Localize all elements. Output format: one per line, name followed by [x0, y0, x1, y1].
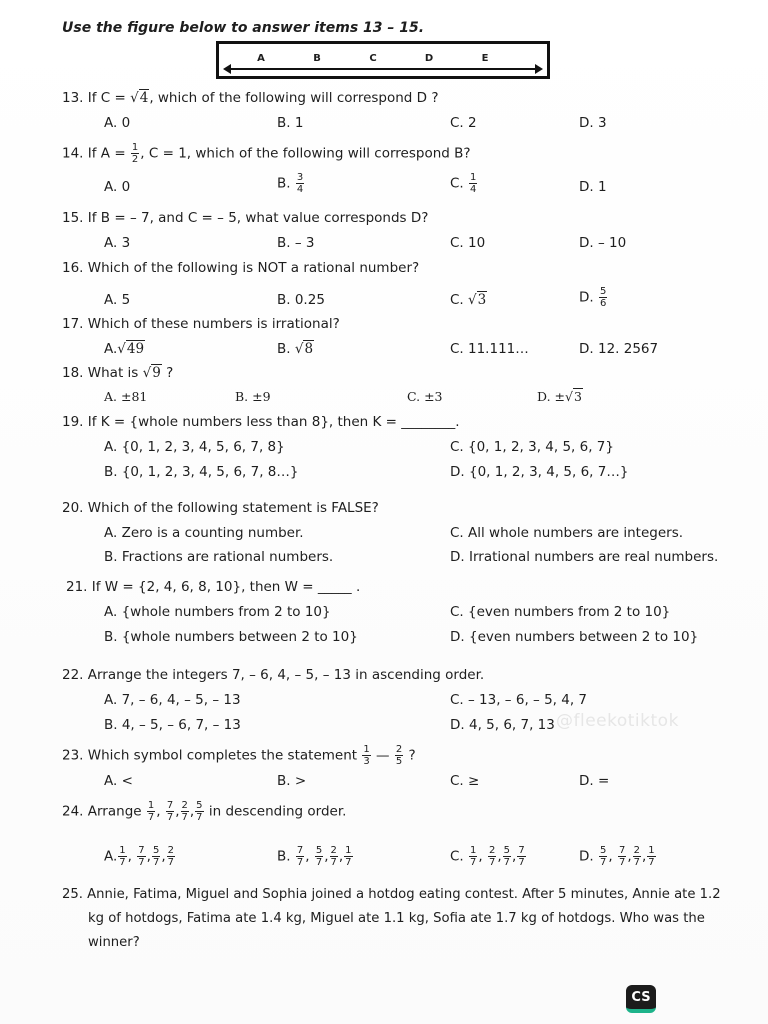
q23-d2: 5 — [395, 756, 403, 767]
q23-option-a[interactable]: A. < — [104, 773, 133, 789]
frac-den: 7 — [147, 812, 155, 823]
frac-den: 7 — [470, 857, 477, 868]
frac-num: 5 — [196, 800, 203, 811]
q23-stem-a: 23. Which symbol completes the statement — [62, 747, 362, 764]
option-frac — [167, 845, 175, 868]
q15-option-c[interactable]: C. 10 — [450, 235, 486, 251]
q24-option-b[interactable]: B. $\frac{7}{7}$ , $\frac{5}{7}$ , $\frac{2}{7}$ , $\frac{1}{7}$ — [277, 845, 352, 868]
q15-option-a[interactable]: A. 3 — [104, 235, 131, 251]
q15-option-b[interactable]: B. – 3 — [277, 235, 315, 251]
frac-den: 7 — [296, 857, 304, 868]
option-frac — [503, 845, 511, 868]
q14-b-num: 3 — [296, 172, 304, 183]
frac-den: 7 — [330, 857, 337, 868]
q14-option-d[interactable]: D. 1 — [579, 179, 607, 195]
frac-num: 5 — [503, 845, 511, 856]
option-frac — [488, 845, 496, 868]
left-arrow-icon — [223, 64, 231, 74]
question-14-stem — [62, 142, 471, 165]
q16-d-num: 5 — [599, 286, 607, 297]
question-20-stem: 20. Which of the following statement is FALSE? — [62, 500, 379, 516]
number-line-label-d: D — [424, 53, 434, 64]
q18-stem-a: 18. What is — [62, 365, 143, 381]
frac-den: 7 — [503, 857, 511, 868]
number-line-label-a: A — [257, 53, 265, 64]
q15-option-d[interactable]: D. – 10 — [579, 235, 627, 251]
q14-option-b[interactable] — [277, 172, 305, 195]
q16-option-c[interactable] — [450, 291, 487, 309]
question-16-stem: 16. Which of the following is NOT a rational number? — [62, 260, 420, 276]
q23-fraction-2 — [395, 744, 403, 767]
q19-option-a[interactable]: A. {0, 1, 2, 3, 4, 5, 6, 7, 8} — [104, 439, 285, 455]
question-18-stem — [62, 364, 173, 382]
option-frac — [152, 845, 160, 868]
sqrt-icon: √3 — [565, 389, 582, 404]
question-13-stem — [62, 89, 439, 107]
frac-num: 1 — [648, 845, 655, 856]
q23-option-d[interactable]: D. = — [579, 773, 610, 789]
option-frac — [647, 845, 655, 868]
q22-option-b[interactable]: B. 4, – 5, – 6, 7, – 13 — [104, 717, 241, 733]
frac-num: 1 — [147, 800, 155, 811]
q13-option-b[interactable]: B. 1 — [277, 115, 304, 131]
q16-d-den: 6 — [599, 298, 607, 309]
q16-option-d[interactable] — [579, 286, 608, 309]
question-17-stem: 17. Which of these numbers is irrational? — [62, 316, 340, 332]
frac-num: 7 — [296, 845, 304, 856]
q20-option-c[interactable]: C. All whole numbers are integers. — [450, 525, 684, 541]
q24-option-a[interactable]: A. $\frac{1}{7}$ , $\frac{7}{7}$ , $\frac{5}{7}$ , $\frac{2}{7}$ — [104, 845, 174, 868]
sqrt-icon: √9 — [142, 365, 161, 381]
option-frac — [618, 845, 626, 868]
q18-stem-b: ? — [161, 365, 174, 381]
q18-option-b[interactable]: B. ±9 — [235, 389, 271, 404]
frac-den: 7 — [119, 857, 126, 868]
frac-den: 7 — [152, 857, 160, 868]
q24-option-c[interactable]: C. $\frac{1}{7}$ , $\frac{2}{7}$ , $\frac{5}{7}$ , $\frac{7}{7}$ — [450, 845, 525, 868]
frac-den: 7 — [138, 857, 145, 868]
q20-option-b[interactable]: B. Fractions are rational numbers. — [104, 549, 334, 565]
right-arrow-icon — [535, 64, 543, 74]
question-25-line-2: kg of hotdogs, Fatima ate 1.4 kg, Miguel ate 1.1 kg, Sofia ate 1.7 kg of hotdogs. Who was the — [88, 911, 705, 926]
frac-den: 7 — [518, 857, 525, 868]
frac-den: 7 — [599, 857, 607, 868]
q14-c-den: 4 — [470, 184, 477, 195]
q24-c-prefix: C. — [450, 848, 464, 865]
q24-stem-a: 24. Arrange — [62, 803, 146, 820]
frac-den: 7 — [648, 857, 655, 868]
q13-option-c[interactable]: C. 2 — [450, 115, 477, 131]
q24-stem-b: in descending order. — [208, 803, 347, 820]
frac-num: 2 — [633, 845, 640, 856]
frac-num: 2 — [330, 845, 337, 856]
q24-option-d[interactable]: D. $\frac{5}{7}$ , $\frac{7}{7}$ , $\frac{2}{7}$ , $\frac{1}{7}$ — [579, 845, 655, 868]
q13-radicand: 4 — [139, 90, 149, 106]
q13-stem-a: 13. If C = — [62, 90, 131, 106]
frac-den: 7 — [618, 857, 626, 868]
q17-b-prefix: B. — [277, 341, 295, 357]
q23-d1: 3 — [363, 756, 370, 767]
q21-option-a[interactable]: A. {whole numbers from 2 to 10} — [104, 604, 331, 620]
q19-option-b[interactable]: B. {0, 1, 2, 3, 4, 5, 6, 7, 8…} — [104, 464, 299, 480]
option-frac — [469, 845, 477, 868]
q16-c-radicand: 3 — [477, 292, 487, 308]
q14-option-c[interactable] — [450, 172, 478, 195]
q18-option-d[interactable] — [537, 388, 583, 406]
frac-num: 2 — [181, 800, 188, 811]
frac-den: 7 — [166, 812, 174, 823]
q21-option-d[interactable]: D. {even numbers between 2 to 10} — [450, 629, 699, 645]
frac-num: 1 — [345, 845, 352, 856]
option-frac — [517, 845, 525, 868]
q17-b-radicand: 8 — [304, 341, 314, 357]
q21-option-b[interactable]: B. {whole numbers between 2 to 10} — [104, 629, 358, 645]
number-line-axis — [227, 68, 539, 70]
q24-stem-frac — [166, 800, 174, 823]
q14-frac-num: 1 — [131, 142, 139, 153]
q16-option-b[interactable]: B. 0.25 — [277, 292, 325, 308]
option-frac — [633, 845, 641, 868]
frac-den: 7 — [181, 812, 188, 823]
option-frac — [344, 845, 352, 868]
number-line-label-b: B — [313, 53, 321, 64]
option-frac — [315, 845, 323, 868]
option-frac — [296, 845, 304, 868]
frac-num: 7 — [618, 845, 626, 856]
sqrt-icon: √3 — [468, 292, 487, 308]
frac-den: 7 — [315, 857, 323, 868]
q18-radicand: 9 — [152, 365, 161, 381]
watermark: @fleekotiktok — [556, 711, 679, 731]
q14-frac-den: 2 — [131, 154, 139, 165]
frac-num: 5 — [315, 845, 323, 856]
q16-c-prefix: C. — [450, 292, 469, 308]
q23-fraction-1 — [362, 744, 370, 767]
frac-num: 1 — [119, 845, 126, 856]
q23-n1: 1 — [363, 744, 370, 755]
q14-stem-b: , C = 1, which of the following will correspond B? — [140, 145, 471, 162]
option-frac — [599, 845, 607, 868]
number-line-figure — [216, 41, 550, 79]
q17-a-prefix: A. — [104, 341, 118, 357]
q17-option-c[interactable]: C. 11.111… — [450, 341, 529, 357]
question-24-stem: 24. Arrange $\frac{1}{7}$ , $\frac{7}{7}$ , $\frac{2}{7}$ , $\frac{5}{7}$ in descending order. — [62, 800, 347, 823]
q14-fraction — [131, 142, 139, 165]
q20-option-a[interactable]: A. Zero is a counting number. — [104, 525, 304, 541]
number-line-label-c: C — [369, 53, 377, 64]
frac-den: 7 — [345, 857, 352, 868]
q16-d-fraction — [599, 286, 607, 309]
q14-c-num: 1 — [470, 172, 477, 183]
question-25-line-1: 25. Annie, Fatima, Miguel and Sophia joined a hotdog eating contest. After 5 minutes, Annie ate 1.2 — [62, 887, 721, 902]
q24-stem-frac — [195, 800, 203, 823]
frac-den: 7 — [633, 857, 640, 868]
option-frac — [137, 845, 145, 868]
q14-c-fraction — [469, 172, 477, 195]
q17-a-radicand: 49 — [126, 341, 145, 357]
frac-num: 2 — [488, 845, 496, 856]
frac-den: 7 — [196, 812, 203, 823]
q24-b-prefix: B. — [277, 848, 291, 865]
q19-option-c[interactable]: C. {0, 1, 2, 3, 4, 5, 6, 7} — [450, 439, 614, 455]
q14-b-den: 4 — [296, 184, 304, 195]
q20-option-d[interactable]: D. Irrational numbers are real numbers. — [450, 549, 719, 565]
sqrt-icon: √49 — [117, 341, 145, 357]
q22-option-a[interactable]: A. 7, – 6, 4, – 5, – 13 — [104, 692, 241, 708]
q14-b-fraction — [296, 172, 304, 195]
q14-c-prefix: C. — [450, 175, 464, 192]
frac-num: 5 — [599, 845, 607, 856]
q14-b-prefix: B. — [277, 175, 291, 192]
q23-blank: — — [371, 747, 394, 764]
q24-stem-frac — [181, 800, 189, 823]
question-22-stem: 22. Arrange the integers 7, – 6, 4, – 5, – 13 in ascending order. — [62, 667, 485, 683]
number-line-label-e: E — [481, 53, 489, 64]
q23-n2: 2 — [395, 744, 403, 755]
q13-stem-b: , which of the following will correspond D ? — [149, 90, 439, 106]
camscanner-logo-icon: CS — [626, 985, 656, 1013]
q22-option-c[interactable]: C. – 13, – 6, – 5, 4, 7 — [450, 692, 587, 708]
frac-num: 7 — [518, 845, 525, 856]
q21-option-c[interactable]: C. {even numbers from 2 to 10} — [450, 604, 671, 620]
question-23-stem — [62, 744, 416, 767]
q24-d-prefix: D. — [579, 848, 594, 865]
q22-option-d[interactable]: D. 4, 5, 6, 7, 13 — [450, 717, 555, 733]
q18-option-c[interactable]: C. ±3 — [407, 389, 443, 404]
q17-option-a[interactable] — [104, 340, 145, 358]
question-21-stem: 21. If W = {2, 4, 6, 8, 10}, then W = _____ . — [66, 579, 361, 595]
q17-option-b[interactable] — [277, 340, 314, 358]
question-15-stem: 15. If B = – 7, and C = – 5, what value corresponds D? — [62, 210, 429, 226]
instruction: Use the figure below to answer items 13 – 15. — [62, 20, 425, 36]
q17-option-d[interactable]: D. 12. 2567 — [579, 341, 659, 357]
frac-num: 1 — [470, 845, 477, 856]
question-25-line-3: winner? — [88, 935, 140, 950]
q23-option-c[interactable]: C. ≥ — [450, 773, 480, 789]
q16-d-prefix: D. — [579, 289, 594, 306]
option-frac — [118, 845, 126, 868]
q14-stem-a: 14. If A = — [62, 145, 130, 162]
q23-option-b[interactable]: B. > — [277, 773, 307, 789]
q23-stem-b: ? — [404, 747, 416, 764]
q13-option-d[interactable]: D. 3 — [579, 115, 607, 131]
q16-option-a[interactable]: A. 5 — [104, 292, 131, 308]
q14-option-a[interactable]: A. 0 — [104, 179, 131, 195]
frac-den: 7 — [488, 857, 496, 868]
q18-d-prefix: D. ± — [537, 389, 565, 404]
q19-option-d[interactable]: D. {0, 1, 2, 3, 4, 5, 6, 7…} — [450, 464, 629, 480]
frac-den: 7 — [167, 857, 174, 868]
frac-num: 2 — [167, 845, 174, 856]
frac-num: 5 — [152, 845, 160, 856]
q18-d-radicand: 3 — [573, 389, 582, 404]
q24-stem-frac — [147, 800, 155, 823]
q13-option-a[interactable]: A. 0 — [104, 115, 131, 131]
q24-a-prefix: A. — [104, 848, 118, 865]
q18-option-a[interactable]: A. ±81 — [104, 389, 148, 404]
option-frac — [330, 845, 338, 868]
sqrt-icon: √8 — [294, 341, 314, 357]
sqrt-icon: √4 — [130, 90, 149, 106]
frac-num: 7 — [166, 800, 174, 811]
question-19-stem: 19. If K = {whole numbers less than 8}, then K = ________. — [62, 414, 460, 430]
frac-num: 7 — [138, 845, 145, 856]
